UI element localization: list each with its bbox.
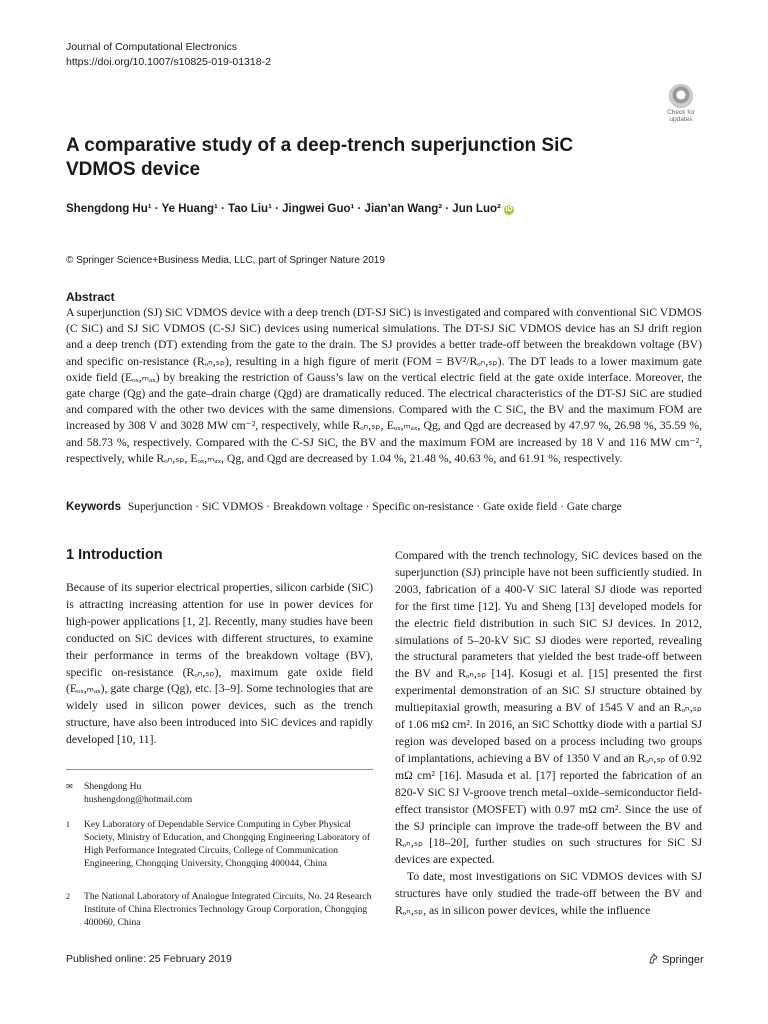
corresponding-author-email[interactable]: hushengdong@hotmail.com [84,794,193,805]
keywords-list: Superjunction · SiC VDMOS · Breakdown voltage · Specific on-resistance · Gate oxide field · Gate charge [127,501,622,513]
published-date: Published online: 25 February 2019 [66,953,232,965]
paper-title: A comparative study of a deep-trench superjunction SiC VDMOS device [66,135,574,180]
check-updates-line1: Check for [667,109,695,116]
copyright-notice: © Springer Science+Business Media, LLC, part of Springer Nature 2019 [66,255,385,266]
keywords-heading: Keywords [66,501,121,513]
abstract-text: A superjunction (SJ) SiC VDMOS device with a deep trench (DT-SJ SiC) is investigated and compared with conventional SiC VDMOS (C SiC) and SJ SiC VDMOS (C-SJ SiC) devices using numerical simulations. The DT-SJ SiC VDMOS device has an SJ drift region and a deep trench (DT) extending from the gate to the drain. The SJ provides a better trade-off between the breakdown voltage (BV) and specific on-resistance (Rₒₙ,ₛₚ), resulting in a high figure of merit (FOM = BV²/Rₒₙ,ₛₚ). The DT leads to a lower maximum gate oxide field (Eₒₓ,ₘₐₓ) by breaking the restriction of Gauss’s law on the vertical electric field at the gate oxide interface. Moreover, the gate charge (Qg) and the gate–drain charge (Qgd) are dramatically reduced. The electrical characteristics of the DT-SJ SiC are studied and compared with the other two devices with the same dimensions. Compared with the C SiC, the BV and the maximum FOM are increased by 308 V and 3028 MW cm⁻², respectively, while Rₒₙ,ₛₚ, Eₒₓ,ₘₐₓ, Qg, and Qgd are decreased by 47.97 %, 26.98 %, 35.59 %, and 58.73 %, respectively. Compared with the C-SJ SiC, the BV and the maximum FOM are increased by 18 V and 116 MW cm⁻², respectively, while Rₒₙ,ₛₚ, Eₒₓ,ₘₐₓ, Qg, and Qgd are decreased by 1.04 %, 21.48 %, 40.63 %, and 61.91 %, respectively. [66,306,702,465]
author-list [66,203,514,215]
right-column [395,548,702,920]
check-for-updates-badge[interactable] [662,84,700,124]
check-updates-line2: updates [669,116,693,123]
intro-paragraph-3: To date, most investigations on SiC VDMOS devices with SJ structures have only studied the trade-off between the BV and Rₒₙ,ₛₚ, as in silicon power devices, while the influence [395,870,702,918]
affiliation-2-text: The National Laboratory of Analogue Integrated Circuits, No. 24 Research Institute of China Electronics Technology Group Corporation, Chongqing 400060, China [84,891,372,928]
affiliation-2-marker: 2 [66,892,70,901]
footnote-divider [66,769,373,770]
journal-header [66,40,271,70]
affiliation-1 [66,818,373,870]
affiliation-1-marker: 1 [66,820,70,829]
corresponding-author-name: Shengdong Hu [84,781,142,792]
affiliation-1-text: Key Laboratory of Dependable Service Computing in Cyber Physical Society, Ministry of Education, and Chongqing Engineering Laboratory of High Performance Integrated Circuits, College of Communication Engineering, Chongqing University, Chongqing 400044, China [84,819,371,869]
journal-name: Journal of Computational Electronics [66,41,238,53]
left-column [66,580,373,749]
corresponding-author-footnote [66,780,373,806]
intro-paragraph-1: Because of its superior electrical properties, silicon carbide (SiC) is attracting increasing attention for use in power devices for high-power applications [1, 2]. Recently, many studies have been conducted on SiC devices with different structures, to examine their performance in terms of the breakdown voltage (BV), specific on-resistance (Rₒₙ,ₛₚ), maximum gate oxide field (Eₒₓ,ₘₐₓ), gate charge (Qg), etc. [3–9]. Some technologies that are widely used in silicon power devices, such as the trench structure, have also been introduced into SiC devices and rapidly developed [10, 11]. [66,581,373,747]
check-updates-icon [669,84,693,108]
keywords [66,501,622,513]
publisher-logo [648,953,704,966]
intro-paragraph-2: Compared with the trench technology, SiC devices based on the superjunction (SJ) principle have not been sufficiently studied. In 2003, fabrication of a 400-V SiC lateral SJ diode was reported for the first time [12]. Yu and Sheng [13] developed models for the electric field distribution in such SiC SJ devices. In 2012, simulations of 5–20-kV SiC SJ diodes were reported, revealing the structural parameters that yielded the best trade-off between the BV and Rₒₙ,ₛₚ [14]. Kosugi et al. [15] presented the first experimental demonstration of an SiC SJ structure obtained by multiepitaxial growth, measuring a BV of 1545 V and an Rₒₙ,ₛₚ of 1.06 mΩ cm². In 2016, an SiC Schottky diode with a partial SJ region was developed based on a process including two groups of implantations, achieving a BV of 1350 V and an Rₒₙ,ₛₚ of 0.92 mΩ cm² [16]. Masuda et al. [17] reported the fabrication of an 820-V SiC SJ V-groove trench metal–oxide–semiconductor field-effect transistor (MOSFET) with 0.97 mΩ cm². Since the use of the SJ principle can improve the trade-off between the BV and Rₒₙ,ₛₚ [18–20], further studies on such structures for SiC SJ devices are expected. [395,549,702,867]
orcid-icon[interactable]: iD [505,206,513,213]
doi-link[interactable]: https://doi.org/10.1007/s10825-019-01318-2 [66,56,271,68]
publisher-name: Springer [662,954,704,966]
envelope-icon: ✉ [66,782,73,791]
springer-horse-icon [648,953,659,964]
affiliation-2 [66,890,373,929]
authors-text: Shengdong Hu¹ · Ye Huang¹ · Tao Liu¹ · Jingwei Guo¹ · Jian’an Wang² · Jun Luo² [66,203,501,215]
abstract-heading: Abstract [66,290,115,304]
section-heading-introduction: 1 Introduction [66,547,163,563]
